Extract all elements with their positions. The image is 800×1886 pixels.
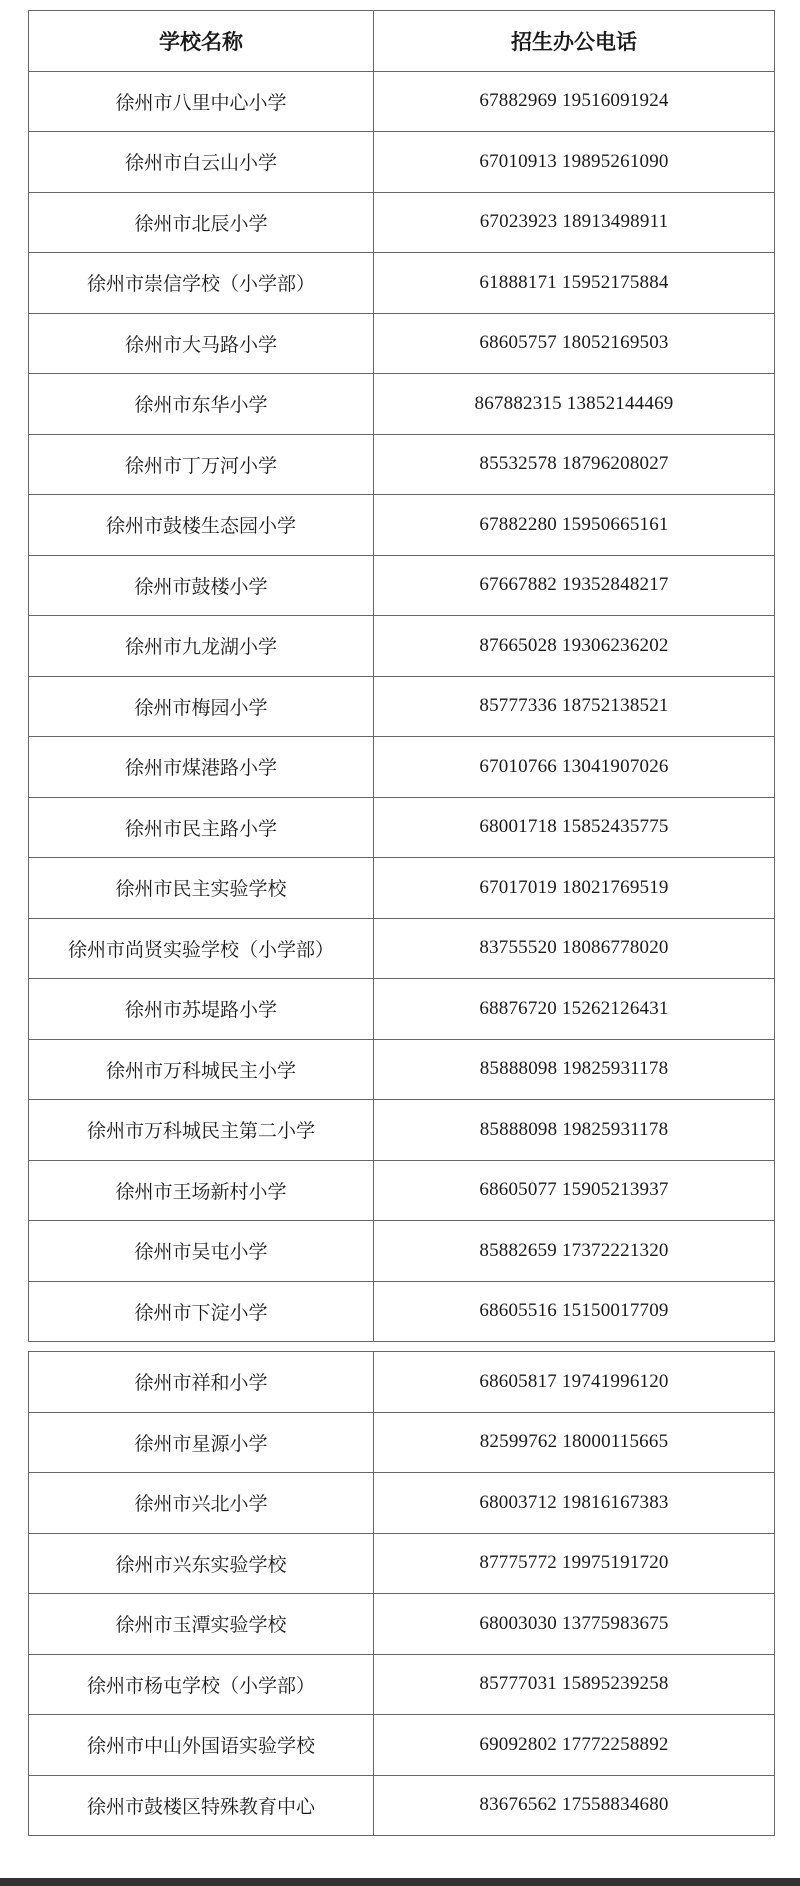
school-name-cell: 徐州市兴东实验学校	[29, 1533, 374, 1594]
school-name-cell: 徐州市白云山小学	[29, 132, 374, 193]
school-name-cell: 徐州市鼓楼生态园小学	[29, 495, 374, 556]
phone-cell: 82599762 18000115665	[374, 1412, 775, 1473]
table-row	[29, 797, 775, 858]
school-name-cell: 徐州市中山外国语实验学校	[29, 1715, 374, 1776]
school-name-cell: 徐州市九龙湖小学	[29, 616, 374, 677]
table-row	[29, 1039, 775, 1100]
column-header-phone: 招生办公电话	[374, 11, 775, 72]
table-row	[29, 858, 775, 919]
phone-cell: 68003712 19816167383	[374, 1473, 775, 1534]
table-row	[29, 1533, 775, 1594]
table-row	[29, 1352, 775, 1413]
phone-cell: 68605757 18052169503	[374, 313, 775, 374]
phone-cell: 67882969 19516091924	[374, 71, 775, 132]
table-row	[29, 918, 775, 979]
school-name-cell: 徐州市吴屯小学	[29, 1221, 374, 1282]
school-name-cell: 徐州市祥和小学	[29, 1352, 374, 1413]
school-name-cell: 徐州市杨屯学校（小学部）	[29, 1654, 374, 1715]
school-name-cell: 徐州市万科城民主小学	[29, 1039, 374, 1100]
school-name-cell: 徐州市煤港路小学	[29, 737, 374, 798]
phone-cell: 69092802 17772258892	[374, 1715, 775, 1776]
school-name-cell: 徐州市下淀小学	[29, 1281, 374, 1342]
phone-cell: 68605077 15905213937	[374, 1160, 775, 1221]
phone-cell: 67010913 19895261090	[374, 132, 775, 193]
phone-cell: 68876720 15262126431	[374, 979, 775, 1040]
school-name-cell: 徐州市东华小学	[29, 374, 374, 435]
school-name-cell: 徐州市丁万河小学	[29, 434, 374, 495]
phone-cell: 68605817 19741996120	[374, 1352, 775, 1413]
school-name-cell: 徐州市玉潭实验学校	[29, 1594, 374, 1655]
phone-cell: 85882659 17372221320	[374, 1221, 775, 1282]
table-row	[29, 1775, 775, 1836]
school-name-cell: 徐州市崇信学校（小学部）	[29, 253, 374, 314]
phone-cell: 67010766 13041907026	[374, 737, 775, 798]
table-row	[29, 1100, 775, 1161]
table-row	[29, 192, 775, 253]
school-name-cell: 徐州市梅园小学	[29, 676, 374, 737]
table-row	[29, 1654, 775, 1715]
school-name-cell: 徐州市鼓楼小学	[29, 555, 374, 616]
phone-cell: 67017019 18021769519	[374, 858, 775, 919]
table-row	[29, 495, 775, 556]
school-name-cell: 徐州市八里中心小学	[29, 71, 374, 132]
table-row	[29, 253, 775, 314]
table-row	[29, 313, 775, 374]
school-name-cell: 徐州市民主实验学校	[29, 858, 374, 919]
school-name-cell: 徐州市大马路小学	[29, 313, 374, 374]
table-row	[29, 979, 775, 1040]
school-name-cell: 徐州市民主路小学	[29, 797, 374, 858]
school-phone-table-part1	[28, 10, 775, 1342]
phone-cell: 83755520 18086778020	[374, 918, 775, 979]
table-row	[29, 1412, 775, 1473]
phone-cell: 867882315 13852144469	[374, 374, 775, 435]
phone-cell: 85777031 15895239258	[374, 1654, 775, 1715]
phone-cell: 83676562 17558834680	[374, 1775, 775, 1836]
phone-cell: 67667882 19352848217	[374, 555, 775, 616]
bottom-edge-bar	[0, 1878, 800, 1886]
school-name-cell: 徐州市兴北小学	[29, 1473, 374, 1534]
school-phone-table-part2	[28, 1351, 775, 1836]
phone-cell: 85777336 18752138521	[374, 676, 775, 737]
phone-cell: 68001718 15852435775	[374, 797, 775, 858]
table-row	[29, 676, 775, 737]
table-row	[29, 71, 775, 132]
school-name-cell: 徐州市万科城民主第二小学	[29, 1100, 374, 1161]
table-row	[29, 374, 775, 435]
school-name-cell: 徐州市北辰小学	[29, 192, 374, 253]
table-row	[29, 616, 775, 677]
phone-cell: 67882280 15950665161	[374, 495, 775, 556]
table-row	[29, 1221, 775, 1282]
table-row	[29, 434, 775, 495]
table-row	[29, 1594, 775, 1655]
phone-cell: 68003030 13775983675	[374, 1594, 775, 1655]
table-row	[29, 1715, 775, 1776]
school-name-cell: 徐州市鼓楼区特殊教育中心	[29, 1775, 374, 1836]
phone-cell: 68605516 15150017709	[374, 1281, 775, 1342]
phone-cell: 87665028 19306236202	[374, 616, 775, 677]
school-name-cell: 徐州市王场新村小学	[29, 1160, 374, 1221]
phone-cell: 87775772 19975191720	[374, 1533, 775, 1594]
school-name-cell: 徐州市苏堤路小学	[29, 979, 374, 1040]
phone-cell: 85888098 19825931178	[374, 1100, 775, 1161]
school-name-cell: 徐州市星源小学	[29, 1412, 374, 1473]
table-row	[29, 1281, 775, 1342]
phone-cell: 85532578 18796208027	[374, 434, 775, 495]
table-row	[29, 1160, 775, 1221]
table-row	[29, 737, 775, 798]
table-row	[29, 1473, 775, 1534]
column-header-school-name: 学校名称	[29, 11, 374, 72]
school-name-cell: 徐州市尚贤实验学校（小学部）	[29, 918, 374, 979]
table-row	[29, 555, 775, 616]
phone-cell: 67023923 18913498911	[374, 192, 775, 253]
phone-cell: 85888098 19825931178	[374, 1039, 775, 1100]
table-header-row	[29, 11, 775, 72]
phone-cell: 61888171 15952175884	[374, 253, 775, 314]
table-row	[29, 132, 775, 193]
